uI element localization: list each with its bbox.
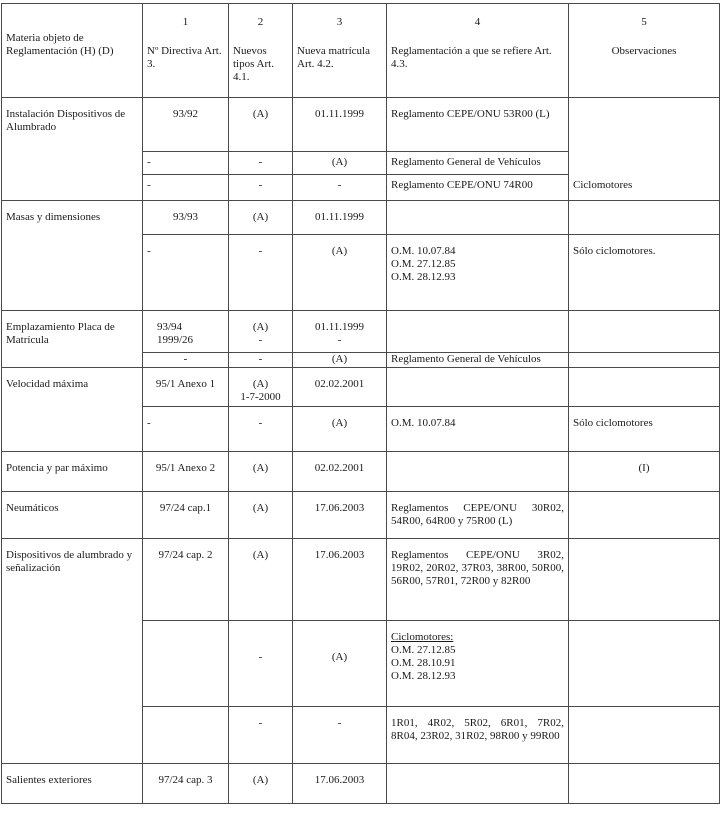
table-row (2, 98, 720, 152)
col-label: Materia objeto de Reglamentación (H) (D) (6, 32, 114, 57)
reglamentacion-cell (387, 235, 569, 311)
col-label: Observaciones (611, 45, 677, 57)
nuevos-line: (A) (252, 378, 269, 390)
observaciones-cell (569, 764, 720, 804)
reglamentacion-cell (387, 452, 569, 492)
materia-cell (2, 707, 143, 764)
col-number: 4 (474, 16, 481, 28)
nuevos-cell: (A) (229, 98, 293, 152)
observaciones-cell: Ciclomotores (569, 175, 720, 201)
reglamentacion-cell: Reglamentos CEPE/ONU 30R02, 54R00, 64R00 y 75R00 (L) (387, 492, 569, 539)
matricula-cell: 17.06.2003 (293, 764, 387, 804)
col-number: 5 (641, 16, 647, 28)
directiva-cell: - (143, 407, 229, 452)
nuevos-line: - (258, 334, 263, 346)
matricula-cell: 17.06.2003 (293, 492, 387, 539)
header-materia (2, 4, 143, 98)
directiva-cell: 97/24 cap.1 (143, 492, 229, 539)
reglamentacion-cell: Reglamento General de Vehículos (387, 152, 569, 175)
table-row (2, 621, 720, 707)
table-row (2, 368, 720, 407)
reglamentacion-cell (387, 311, 569, 353)
regulation-table (1, 3, 720, 804)
nuevos-line: (A) (252, 321, 269, 333)
nuevos-cell (229, 368, 293, 407)
reglamentacion-cell: Reglamentos CEPE/ONU 3R02, 19R02, 20R02, 37R03, 38R00, 50R00, 56R00, 57R01, 72R00 y 82R00 (387, 539, 569, 621)
table-row (2, 235, 720, 311)
header-row (2, 4, 720, 98)
nuevos-cell: - (229, 152, 293, 175)
matricula-cell: (A) (293, 353, 387, 368)
materia-cell: Masas y dimensiones (2, 201, 143, 235)
reglamentacion-cell: Reglamento CEPE/ONU 53R00 (L) (387, 98, 569, 152)
nuevos-cell: (A) (229, 539, 293, 621)
table-row (2, 201, 720, 235)
matricula-cell: (A) (293, 235, 387, 311)
nuevos-cell (229, 311, 293, 353)
nuevos-cell: (A) (229, 764, 293, 804)
nuevos-cell: - (229, 621, 293, 707)
observaciones-cell (569, 492, 720, 539)
observaciones-cell (569, 353, 720, 368)
matricula-cell: 17.06.2003 (293, 539, 387, 621)
materia-cell: Emplazamiento Placa de Matrícula (2, 311, 143, 353)
table-row (2, 764, 720, 804)
col-number: 1 (182, 16, 189, 28)
directiva-cell: 97/24 cap. 2 (143, 539, 229, 621)
header-matricula (293, 4, 387, 98)
materia-cell (2, 621, 143, 707)
matricula-cell: (A) (293, 621, 387, 707)
reglamentacion-line: O.M. 27.12.85 (391, 644, 456, 656)
materia-cell (2, 152, 143, 175)
reglamentacion-cell (387, 201, 569, 235)
directiva-line: 1999/26 (157, 334, 194, 346)
table-row (2, 407, 720, 452)
matricula-cell: 01.11.1999 (293, 201, 387, 235)
matricula-cell (293, 311, 387, 353)
table-row (2, 353, 720, 368)
directiva-cell (143, 707, 229, 764)
header-directiva (143, 4, 229, 98)
materia-cell (2, 235, 143, 311)
col-label: Nueva matrícula Art. 4.2. (297, 45, 370, 70)
header-nuevos (229, 4, 293, 98)
reglamentacion-line: O.M. 28.12.93 (391, 670, 456, 682)
matricula-line: 01.11.1999 (314, 321, 365, 333)
table-row (2, 492, 720, 539)
reglamentacion-cell: 1R01, 4R02, 5R02, 6R01, 7R02, 8R04, 23R02, 31R02, 98R00 y 99R00 (387, 707, 569, 764)
materia-cell: Velocidad máxima (2, 368, 143, 407)
reglamentacion-cell (387, 621, 569, 707)
reglamentacion-line: O.M. 10.07.84 (391, 245, 456, 257)
observaciones-cell: Sólo ciclomotores. (569, 235, 720, 311)
col-label: Reglamentación a que se refiere Art. 4.3. (391, 45, 552, 70)
observaciones-cell (569, 311, 720, 353)
nuevos-cell: - (229, 235, 293, 311)
nuevos-cell: - (229, 353, 293, 368)
table-row (2, 175, 720, 201)
col-label: Nuevos tipos Art. 4.1. (233, 45, 274, 83)
matricula-cell: 01.11.1999 (293, 98, 387, 152)
nuevos-cell: - (229, 175, 293, 201)
directiva-cell: - (143, 175, 229, 201)
header-observaciones (569, 4, 720, 98)
reglamentacion-line: O.M. 27.12.85 (391, 258, 456, 270)
table-row (2, 311, 720, 353)
matricula-line: - (337, 334, 342, 346)
table-row (2, 539, 720, 621)
directiva-cell: 93/93 (143, 201, 229, 235)
directiva-cell: - (143, 152, 229, 175)
observaciones-cell (569, 98, 720, 152)
table-row (2, 452, 720, 492)
materia-cell (2, 175, 143, 201)
matricula-cell: 02.02.2001 (293, 452, 387, 492)
table-row (2, 152, 720, 175)
observaciones-cell: Sólo ciclomotores (569, 407, 720, 452)
observaciones-cell: (I) (569, 452, 720, 492)
materia-cell (2, 407, 143, 452)
col-number: 2 (257, 16, 264, 28)
observaciones-cell (569, 368, 720, 407)
directiva-cell (143, 311, 229, 353)
observaciones-cell (569, 707, 720, 764)
materia-cell: Potencia y par máximo (2, 452, 143, 492)
col-label: Nº Directiva Art. 3. (147, 45, 222, 70)
materia-cell (2, 353, 143, 368)
reglamentacion-cell: O.M. 10.07.84 (387, 407, 569, 452)
observaciones-cell (569, 152, 720, 175)
col-number: 3 (336, 16, 343, 28)
directiva-cell (143, 621, 229, 707)
nuevos-line: 1-7-2000 (240, 391, 281, 403)
reglamentacion-cell: Reglamento General de Vehículos (387, 353, 569, 368)
reglamentacion-cell: Reglamento CEPE/ONU 74R00 (387, 175, 569, 201)
nuevos-cell: (A) (229, 201, 293, 235)
directiva-cell: - (143, 235, 229, 311)
table-row (2, 707, 720, 764)
matricula-cell: (A) (293, 152, 387, 175)
reglamentacion-cell (387, 764, 569, 804)
directiva-cell: 95/1 Anexo 1 (143, 368, 229, 407)
materia-cell: Dispositivos de alumbrado y señalización (2, 539, 143, 621)
matricula-cell: - (293, 175, 387, 201)
reglamentacion-cell (387, 368, 569, 407)
materia-cell: Salientes exteriores (2, 764, 143, 804)
nuevos-cell: (A) (229, 492, 293, 539)
nuevos-cell: - (229, 407, 293, 452)
header-reglamentacion (387, 4, 569, 98)
reglamentacion-line: O.M. 28.12.93 (391, 271, 456, 283)
matricula-cell: - (293, 707, 387, 764)
reglamentacion-line: O.M. 28.10.91 (391, 657, 456, 669)
observaciones-cell (569, 539, 720, 621)
directiva-cell: 93/92 (143, 98, 229, 152)
matricula-cell: (A) (293, 407, 387, 452)
matricula-cell: 02.02.2001 (293, 368, 387, 407)
materia-cell: Neumáticos (2, 492, 143, 539)
directiva-cell: - (143, 353, 229, 368)
nuevos-cell: (A) (229, 452, 293, 492)
materia-cell: Instalación Dispositivos de Alumbrado (2, 98, 143, 152)
observaciones-cell (569, 201, 720, 235)
reglamentacion-subtitle: Ciclomotores: (391, 631, 454, 643)
directiva-cell: 97/24 cap. 3 (143, 764, 229, 804)
directiva-cell: 95/1 Anexo 2 (143, 452, 229, 492)
nuevos-cell: - (229, 707, 293, 764)
directiva-line: 93/94 (157, 321, 183, 333)
observaciones-cell (569, 621, 720, 707)
